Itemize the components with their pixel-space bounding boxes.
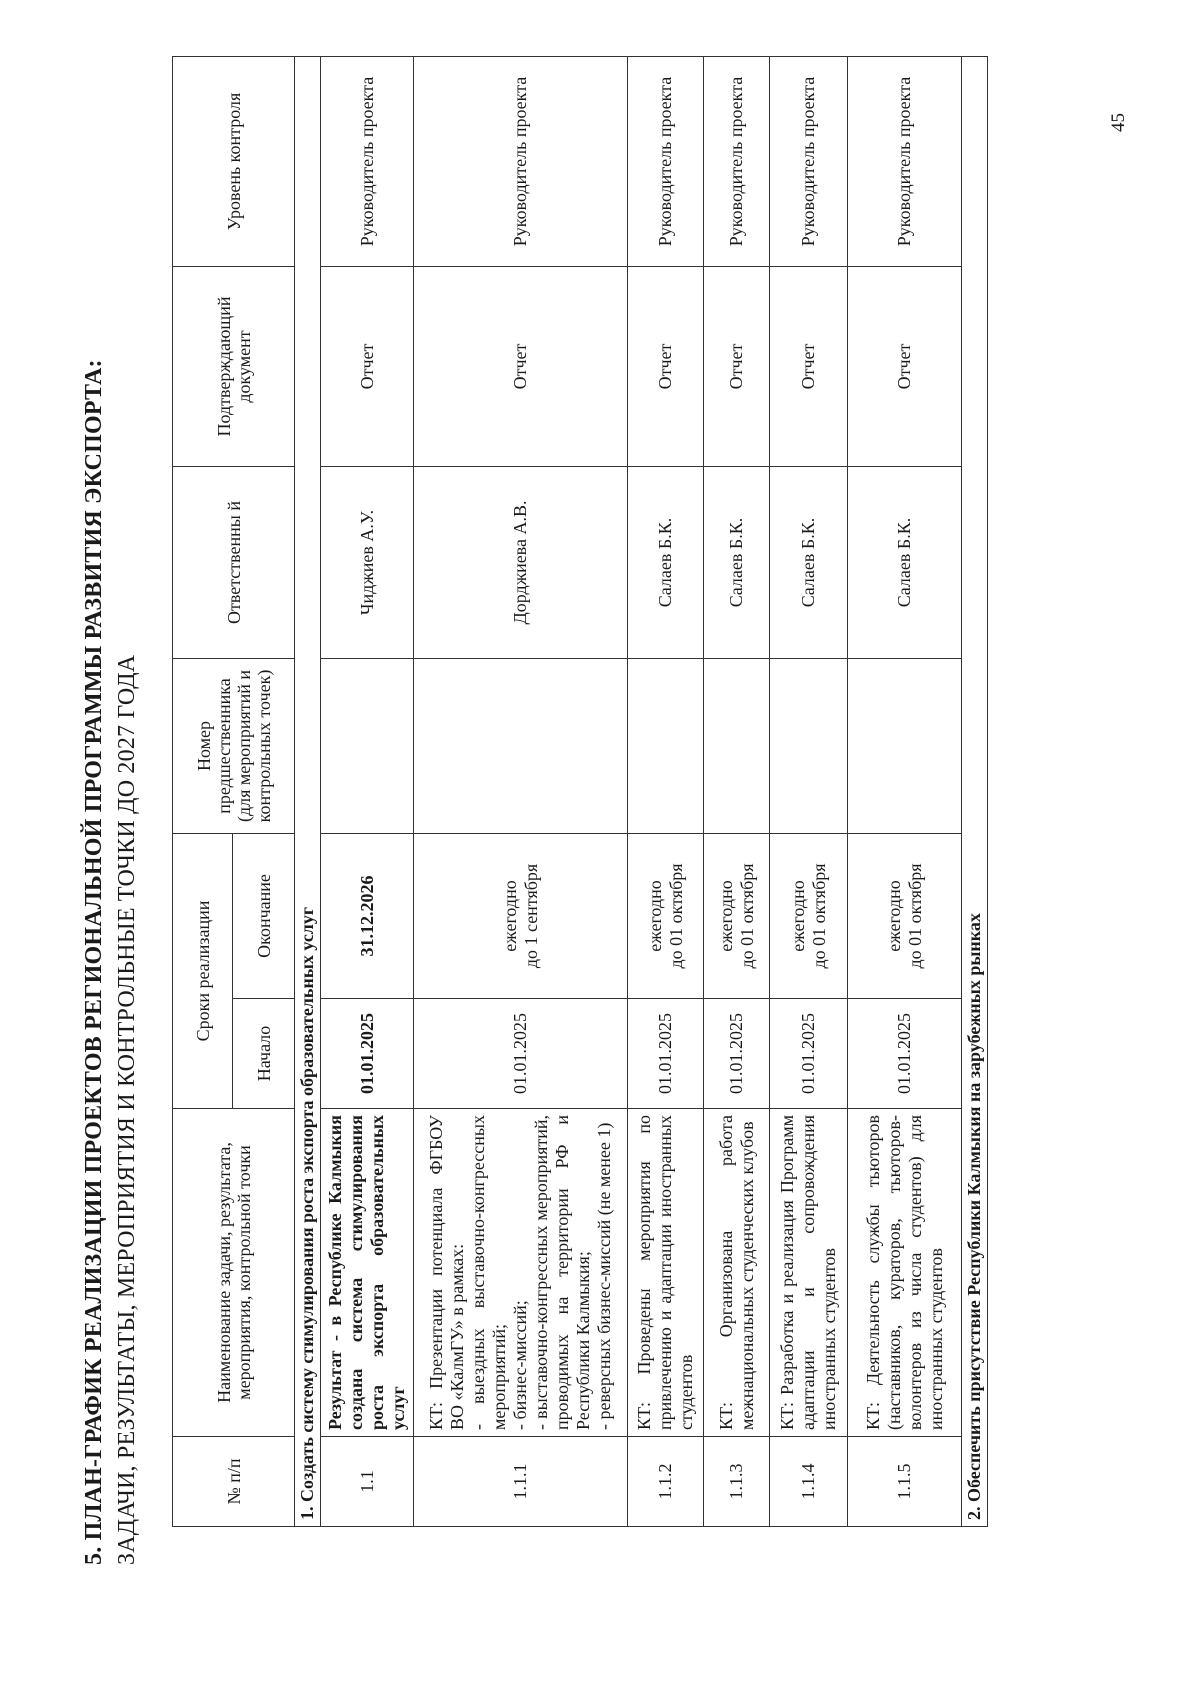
row-end-line: ежегодно — [644, 880, 665, 952]
title-line-1: 5. ПЛАН-ГРАФИК РЕАЛИЗАЦИИ ПРОЕКТОВ РЕГИОНАЛЬНОЙ ПРОГРАММЫ РАЗВИТИЯ ЭКСПОРТА: — [81, 359, 107, 1565]
row-start: 01.01.2025 — [414, 999, 628, 1109]
row-responsible: Салаев Б.К. — [704, 466, 770, 658]
row-end-line: ежегодно — [787, 880, 808, 952]
page-title — [78, 359, 144, 1565]
row-end — [704, 833, 770, 998]
row-end-line: до 1 сентября — [520, 863, 541, 969]
row-predecessor — [848, 658, 962, 833]
row-start: 01.01.2025 — [704, 999, 770, 1109]
row-start: 01.01.2025 — [321, 999, 414, 1109]
header-start: Начало — [233, 999, 295, 1109]
row-document: Отчет — [848, 266, 962, 466]
row-name-bullet: - выставочно-конгрессных мероприятий, проводимых на территории РФ и Республики Калмыкия; — [531, 1115, 593, 1430]
row-num: 1.1.5 — [848, 1437, 962, 1527]
row-document: Отчет — [770, 266, 848, 466]
row-end — [848, 833, 962, 998]
header-responsible: Ответственны й — [173, 466, 295, 658]
header-control: Уровень контроля — [173, 56, 295, 266]
row-document: Отчет — [414, 266, 628, 466]
table-row — [770, 56, 848, 1526]
row-responsible: Чиджиев А.У. — [321, 466, 414, 658]
table-row — [848, 56, 962, 1526]
row-num: 1.1.2 — [628, 1437, 704, 1527]
row-name: КТ: Проведены мероприятия по привлечению и адаптации иностранных студентов — [628, 1109, 704, 1437]
row-num: 1.1 — [321, 1437, 414, 1527]
row-end-line: до 01 октября — [808, 863, 829, 969]
table-row — [704, 56, 770, 1526]
row-document: Отчет — [321, 266, 414, 466]
row-control: Руководитель проекта — [704, 56, 770, 266]
row-name-bullet: - выездных выставочно-конгрессных мероприятий; — [468, 1115, 509, 1430]
row-control: Руководитель проекта — [414, 56, 628, 266]
row-predecessor — [321, 658, 414, 833]
row-control: Руководитель проекта — [321, 56, 414, 266]
row-predecessor — [770, 658, 848, 833]
header-predecessor: Номер предшественника (для мероприятий и контрольных точек) — [173, 658, 295, 833]
section-title: 2. Обеспечить присутствие Республики Калмыкия на зарубежных рынках — [962, 56, 988, 1526]
row-control: Руководитель проекта — [628, 56, 704, 266]
row-end — [628, 833, 704, 998]
row-name-bullet: - реверсных бизнес-миссий (не менее 1) — [594, 1122, 614, 1430]
row-responsible: Салаев Б.К. — [628, 466, 704, 658]
row-num: 1.1.4 — [770, 1437, 848, 1527]
row-end-line: до 01 октября — [736, 863, 757, 969]
row-num: 1.1.1 — [414, 1437, 628, 1527]
section-row — [295, 56, 321, 1526]
header-num: № п/п — [173, 1437, 295, 1527]
row-name-intro: КТ: Презентации потенциала ФГБОУ ВО «КалмГУ» в рамках: — [426, 1115, 467, 1430]
row-start: 01.01.2025 — [770, 999, 848, 1109]
row-end-line: до 01 октября — [904, 863, 925, 969]
header-terms: Сроки реализации — [173, 833, 233, 1108]
row-end-line: ежегодно — [715, 880, 736, 952]
row-end: 31.12.2026 — [321, 833, 414, 998]
row-responsible: Дорджиева А.В. — [414, 466, 628, 658]
row-name — [414, 1109, 628, 1437]
row-responsible: Салаев Б.К. — [770, 466, 848, 658]
row-name-bullet: - бизнес-миссий; — [510, 1300, 530, 1430]
row-name: Результат - в Республике Калмыкия создана система стимулирования роста экспорта образовательных услуг — [321, 1109, 414, 1437]
row-name: КТ: Организована работа межнациональных студенческих клубов — [704, 1109, 770, 1437]
row-start: 01.01.2025 — [628, 999, 704, 1109]
row-end — [414, 833, 628, 998]
row-start: 01.01.2025 — [848, 999, 962, 1109]
row-control: Руководитель проекта — [770, 56, 848, 266]
row-name: КТ: Разработка и реализация Программ адаптации и сопровождения иностранных студентов — [770, 1109, 848, 1437]
title-line-2: ЗАДАЧИ, РЕЗУЛЬТАТЫ, МЕРОПРИЯТИЯ И КОНТРОЛЬНЫЕ ТОЧКИ ДО 2027 ГОДА — [114, 654, 140, 1565]
header-end: Окончание — [233, 833, 295, 998]
header-document: Подтверждающий документ — [173, 266, 295, 466]
row-control: Руководитель проекта — [848, 56, 962, 266]
row-responsible: Салаев Б.К. — [848, 466, 962, 658]
header-name: Наименование задачи, результата, мероприятия, контрольной точки — [173, 1109, 295, 1437]
table-row — [628, 56, 704, 1526]
page-number: 45 — [1108, 113, 1129, 132]
row-end-line: до 01 октября — [665, 863, 686, 969]
row-document: Отчет — [628, 266, 704, 466]
row-num: 1.1.3 — [704, 1437, 770, 1527]
section-row — [962, 56, 988, 1526]
row-document: Отчет — [704, 266, 770, 466]
row-end-line: ежегодно — [499, 880, 520, 952]
row-name: КТ: Деятельность службы тьюторов (наставников, кураторов, тьюторов-волонтеров из числа студентов) для иностранных студентов — [848, 1109, 962, 1437]
row-predecessor — [628, 658, 704, 833]
section-title: 1. Создать систему стимулирования роста экспорта образовательных услуг — [295, 56, 321, 1526]
row-predecessor — [704, 658, 770, 833]
row-predecessor — [414, 658, 628, 833]
table-row — [321, 56, 414, 1526]
row-end-line: ежегодно — [883, 880, 904, 952]
plan-table — [172, 56, 988, 1527]
row-end — [770, 833, 848, 998]
table-row — [414, 56, 628, 1526]
